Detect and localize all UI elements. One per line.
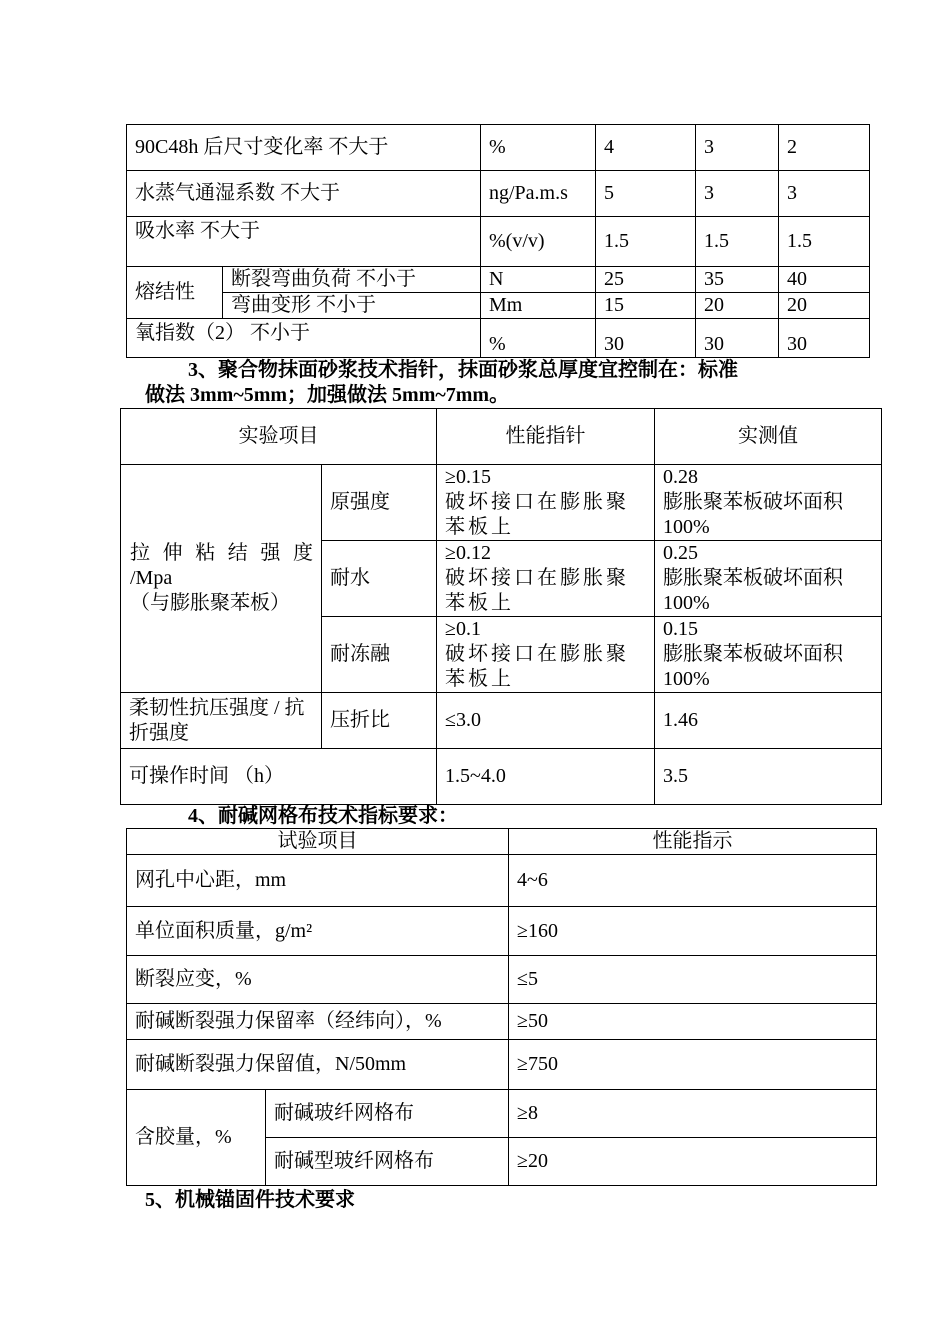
cell: 3 [696, 125, 779, 171]
cell: 弯曲变形 不小于 [223, 293, 481, 319]
cell: 5 [596, 171, 696, 217]
cell [437, 465, 655, 541]
table-3 [126, 828, 877, 1186]
section-heading-3-line1: 3、聚合物抹面砂浆技术指针，抹面砂浆总厚度宜控制在：标准 [188, 359, 738, 381]
cell: 1.46 [655, 693, 882, 749]
cell: 耐碱断裂强力保留值，N/50mm [127, 1040, 509, 1090]
cell: % [481, 319, 596, 358]
table-row [127, 1090, 877, 1138]
tensile-label-line2: /Mpa [130, 567, 173, 589]
cell: 耐水 [322, 541, 437, 617]
cell: 耐碱玻纤网格布 [266, 1090, 509, 1138]
cell: 单位面积质量，g/m² [127, 907, 509, 956]
header-cell: 实验项目 [121, 409, 437, 465]
cell: 3 [696, 171, 779, 217]
cell: 网孔中心距，mm [127, 855, 509, 907]
cell: 35 [696, 267, 779, 293]
table-row [127, 1040, 877, 1090]
table-row [127, 956, 877, 1004]
spec-note: 破坏接口在膨胀聚苯板上 [445, 567, 629, 614]
cell: 柔韧性抗压强度 / 抗折强度 [121, 693, 322, 749]
table-row [127, 171, 870, 217]
spec-value: ≥0.1 [445, 618, 481, 640]
tensile-label-line1: 拉 伸 粘 结 强 度 [130, 542, 313, 564]
cell: Mm [481, 293, 596, 319]
cell: % [481, 125, 596, 171]
table-2 [120, 408, 882, 805]
cell [121, 465, 322, 693]
cell [655, 465, 882, 541]
header-cell: 性能指针 [437, 409, 655, 465]
cell: N [481, 267, 596, 293]
cell: 4 [596, 125, 696, 171]
cell: 压折比 [322, 693, 437, 749]
cell: 原强度 [322, 465, 437, 541]
cell: 30 [596, 319, 696, 358]
cell: ng/Pa.m.s [481, 171, 596, 217]
table-row [127, 293, 870, 319]
spec-note: 破坏接口在膨胀聚苯板上 [445, 491, 629, 538]
cell: ≥8 [509, 1090, 877, 1138]
table-row [127, 1004, 877, 1040]
cell: ≤5 [509, 956, 877, 1004]
cell: 90C48h 后尺寸变化率 不大于 [127, 125, 481, 171]
table-row [121, 465, 882, 541]
measured-note: 膨胀聚苯板破坏面积 100% [663, 643, 843, 690]
cell: 可操作时间 （h） [121, 749, 437, 805]
cell: 氧指数（2） 不小于 [127, 319, 481, 358]
header-cell: 性能指示 [509, 829, 877, 855]
cell [437, 617, 655, 693]
table-row [127, 907, 877, 956]
table-row [121, 749, 882, 805]
cell: 1.5 [779, 217, 870, 267]
cell: 25 [596, 267, 696, 293]
cell: 40 [779, 267, 870, 293]
spec-note: 破坏接口在膨胀聚苯板上 [445, 643, 629, 690]
section-heading-5: 5、机械锚固件技术要求 [145, 1189, 355, 1211]
table-row [127, 267, 870, 293]
table-row [127, 217, 870, 267]
table-row [121, 693, 882, 749]
cell: 1.5~4.0 [437, 749, 655, 805]
table-1 [126, 124, 870, 358]
cell: 含胶量，% [127, 1090, 266, 1186]
cell: ≤3.0 [437, 693, 655, 749]
cell: 1.5 [596, 217, 696, 267]
cell: 20 [779, 293, 870, 319]
cell: 耐碱型玻纤网格布 [266, 1138, 509, 1186]
header-cell: 试验项目 [127, 829, 509, 855]
table-header-row [121, 409, 882, 465]
measured-value: 0.25 [663, 542, 698, 564]
header-cell: 实测值 [655, 409, 882, 465]
cell [655, 541, 882, 617]
table-row [127, 125, 870, 171]
cell: 30 [696, 319, 779, 358]
section-heading-3-line2: 做法 3mm~5mm；加强做法 5mm~7mm。 [145, 384, 510, 406]
cell: 断裂弯曲负荷 不小于 [223, 267, 481, 293]
cell: %(v/v) [481, 217, 596, 267]
table-row [127, 319, 870, 358]
cell: 1.5 [696, 217, 779, 267]
cell: 2 [779, 125, 870, 171]
cell: ≥20 [509, 1138, 877, 1186]
measured-note: 膨胀聚苯板破坏面积 100% [663, 491, 843, 538]
cell: 15 [596, 293, 696, 319]
cell: 熔结性 [127, 267, 223, 319]
cell: 水蒸气通湿系数 不大于 [127, 171, 481, 217]
cell: ≥50 [509, 1004, 877, 1040]
measured-value: 0.28 [663, 466, 698, 488]
measured-note: 膨胀聚苯板破坏面积 100% [663, 567, 843, 614]
spec-value: ≥0.15 [445, 466, 491, 488]
cell: ≥750 [509, 1040, 877, 1090]
cell: 3 [779, 171, 870, 217]
cell: 30 [779, 319, 870, 358]
tensile-label-line3: （与膨胀聚苯板） [130, 592, 290, 614]
cell: 吸水率 不大于 [127, 217, 481, 267]
cell: 20 [696, 293, 779, 319]
table-header-row [127, 829, 877, 855]
cell [655, 617, 882, 693]
spec-value: ≥0.12 [445, 542, 491, 564]
cell: 耐冻融 [322, 617, 437, 693]
cell: 3.5 [655, 749, 882, 805]
cell [437, 541, 655, 617]
table-row [127, 855, 877, 907]
cell: ≥160 [509, 907, 877, 956]
section-heading-4: 4、耐碱网格布技术指标要求： [188, 805, 458, 827]
measured-value: 0.15 [663, 618, 698, 640]
cell: 耐碱断裂强力保留率（经纬向），% [127, 1004, 509, 1040]
cell: 断裂应变，% [127, 956, 509, 1004]
cell: 4~6 [509, 855, 877, 907]
